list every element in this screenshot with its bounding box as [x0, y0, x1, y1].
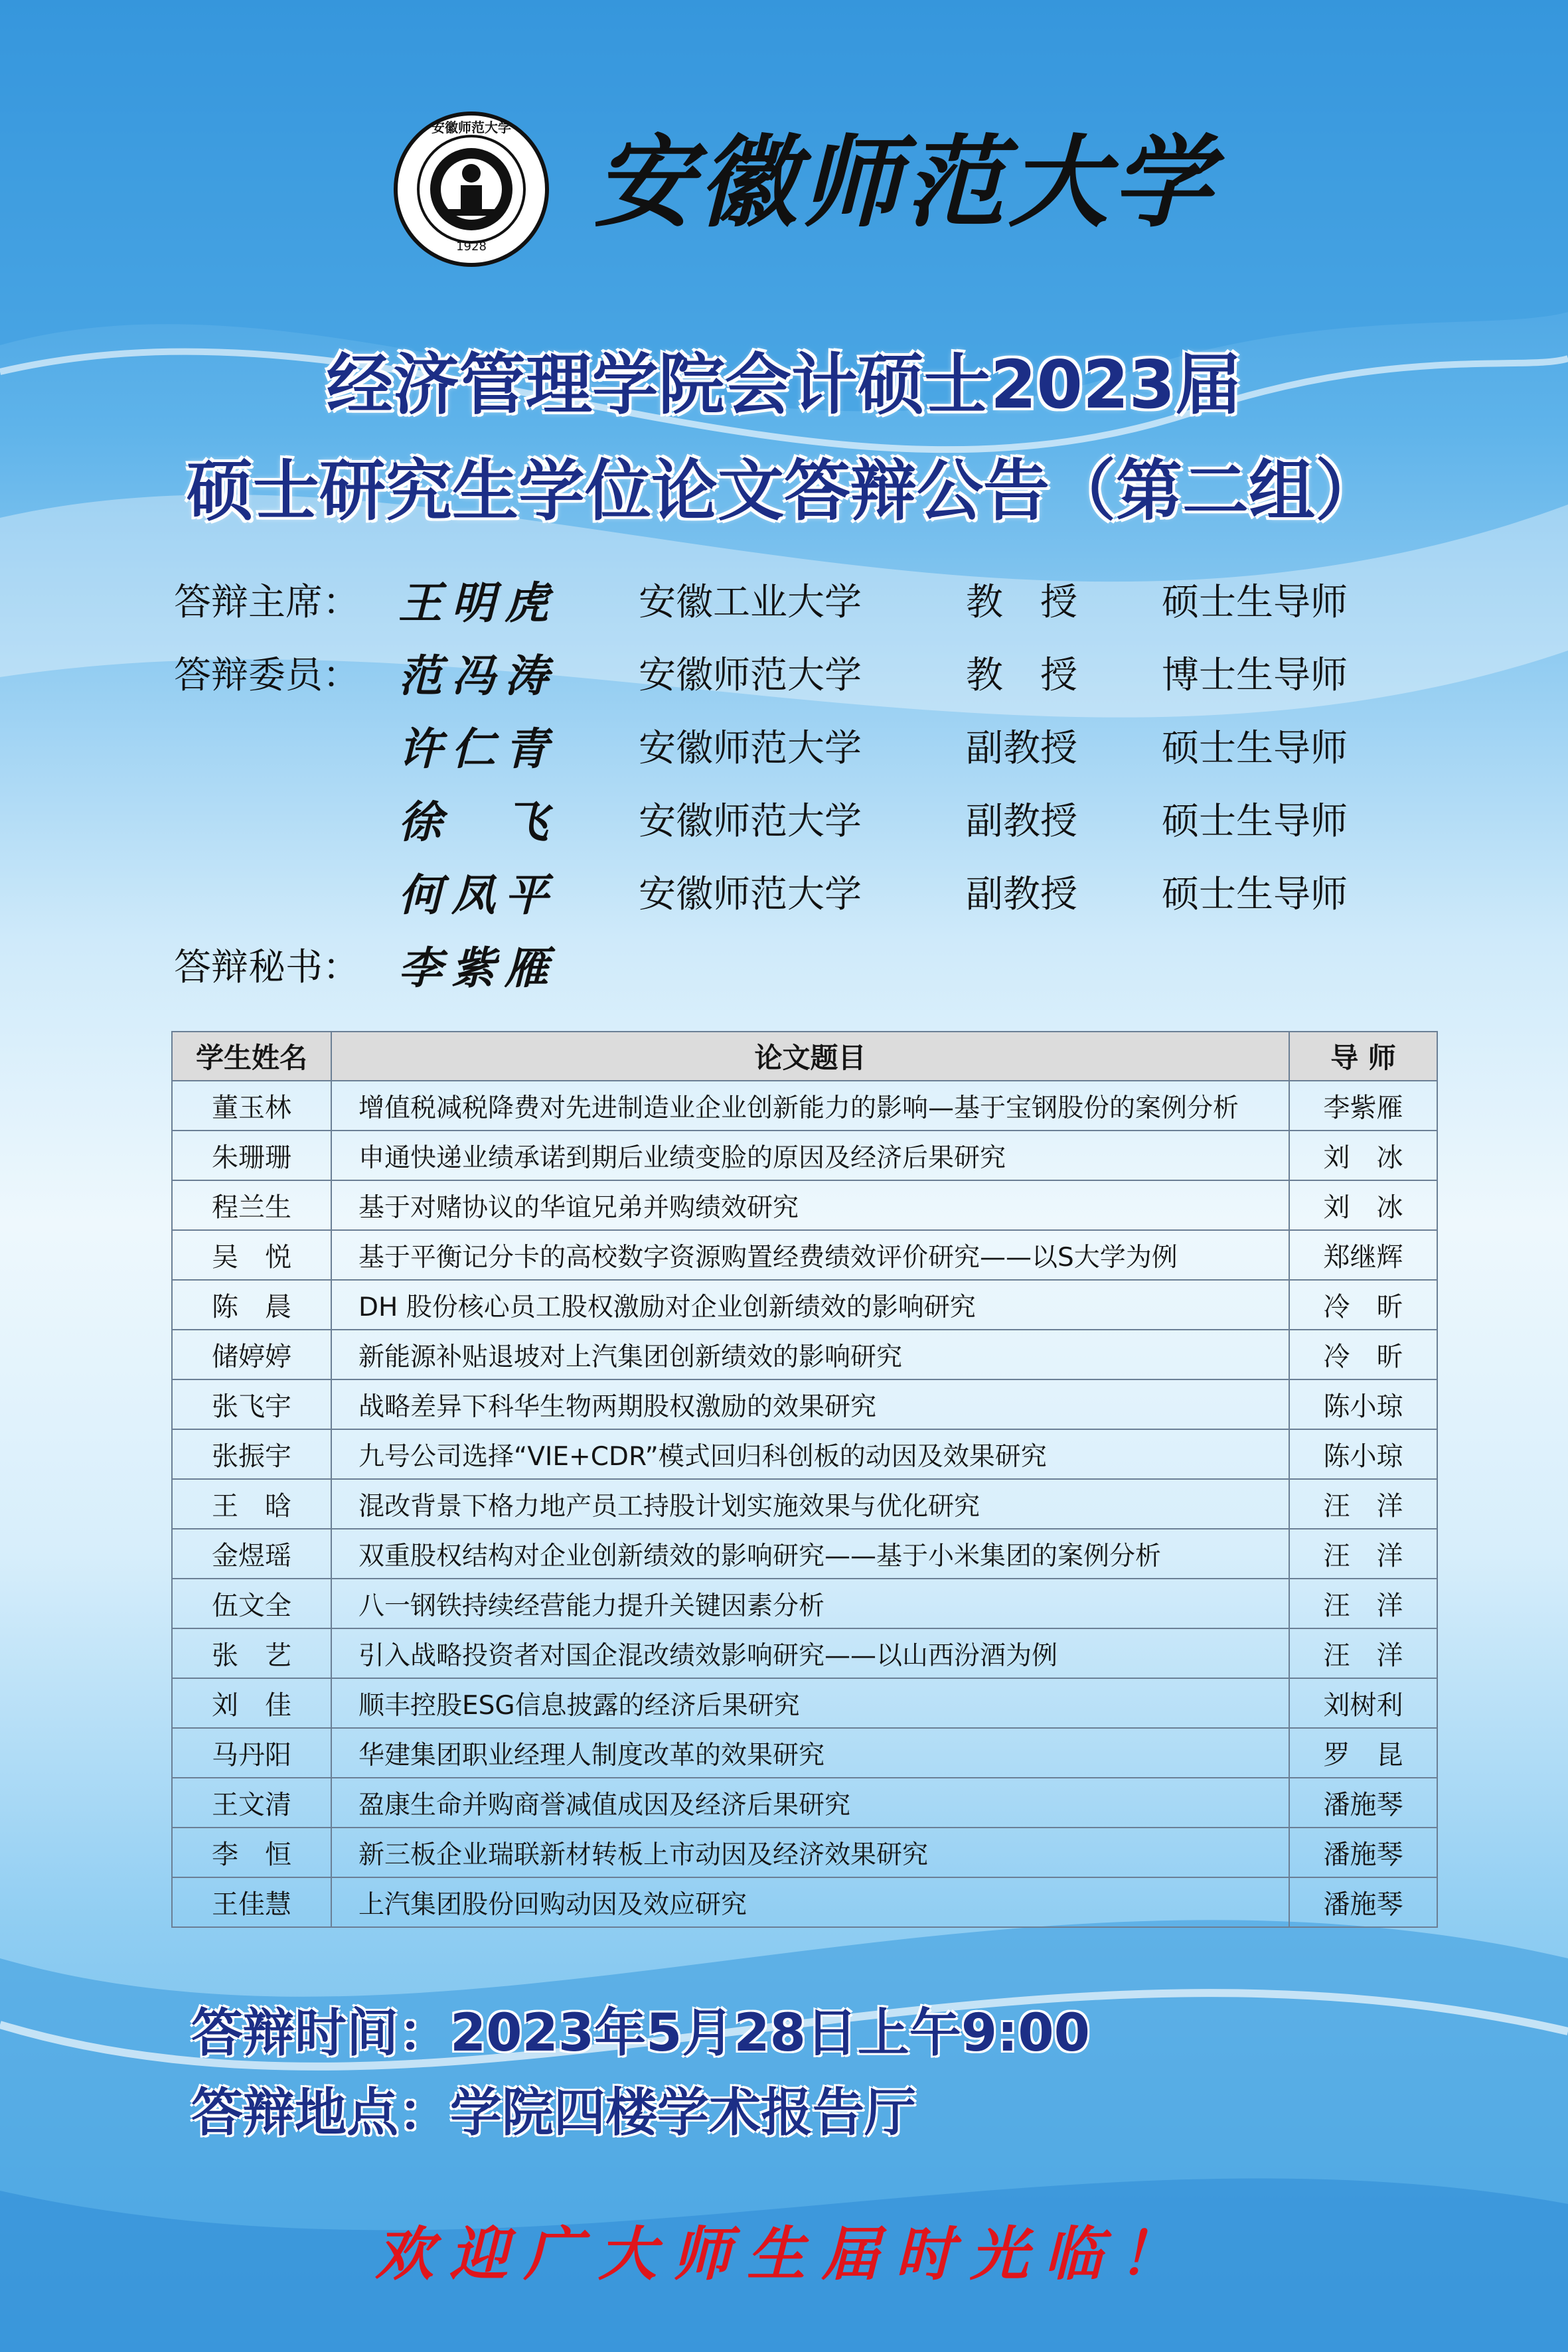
- thesis-title-cell: DH 股份核心员工股权激励对企业创新绩效的影响研究: [331, 1280, 1289, 1330]
- student-name-cell: 朱珊珊: [172, 1131, 331, 1180]
- table-row: [172, 1180, 1437, 1230]
- thesis-title-cell: 引入战略投资者对国企混改绩效影响研究——以山西汾酒为例: [331, 1628, 1289, 1678]
- thesis-title-cell: 增值税减税降费对先进制造业企业创新能力的影响—基于宝钢股份的案例分析: [331, 1081, 1289, 1131]
- table-row: [172, 1131, 1437, 1180]
- welcome-message: 欢迎广大师生届时光临！: [374, 2219, 1193, 2288]
- supervisor-cell: 汪 洋: [1289, 1479, 1437, 1529]
- committee-role: 硕士生导师: [1162, 581, 1348, 624]
- table-row: [172, 1678, 1437, 1728]
- supervisor-cell: 潘施琴: [1289, 1828, 1437, 1877]
- thesis-title-cell: 新能源补贴退坡对上汽集团创新绩效的影响研究: [331, 1330, 1289, 1379]
- committee-row-member-2: [0, 719, 1568, 779]
- announcement-title-line1: 经济管理学院会计硕士2023届: [326, 346, 1242, 424]
- committee-title: 教 授: [966, 581, 1077, 624]
- committee-name: 徐 飞: [398, 796, 558, 848]
- supervisor-cell: 汪 洋: [1289, 1529, 1437, 1579]
- supervisor-cell: 刘 冰: [1289, 1180, 1437, 1230]
- committee-name: 范冯涛: [398, 650, 558, 702]
- thesis-title-cell: 战略差异下科华生物两期股权激励的效果研究: [331, 1379, 1289, 1429]
- table-row: [172, 1479, 1437, 1529]
- thesis-title-cell: 盈康生命并购商誉减值成因及经济后果研究: [331, 1778, 1289, 1828]
- column-header-title: 论文题目: [331, 1032, 1289, 1081]
- supervisor-cell: 潘施琴: [1289, 1877, 1437, 1927]
- student-name-cell: 伍文全: [172, 1579, 331, 1628]
- committee-name: 王明虎: [398, 577, 558, 629]
- committee-role: 硕士生导师: [1162, 727, 1348, 770]
- committee-label: 答辩委员：: [174, 654, 360, 697]
- committee-row-member-1: [0, 646, 1568, 706]
- committee-name: 李紫雁: [398, 942, 558, 994]
- supervisor-cell: 冷 昕: [1289, 1330, 1437, 1379]
- committee-role: 硕士生导师: [1162, 800, 1348, 843]
- student-name-cell: 吴 悦: [172, 1230, 331, 1280]
- supervisor-cell: 罗 昆: [1289, 1728, 1437, 1778]
- committee-row-chair: [0, 573, 1568, 633]
- table-row: [172, 1379, 1437, 1429]
- thesis-title-cell: 基于对赌协议的华谊兄弟并购绩效研究: [331, 1180, 1289, 1230]
- thesis-title-cell: 申通快递业绩承诺到期后业绩变脸的原因及经济后果研究: [331, 1131, 1289, 1180]
- table-body: [172, 1081, 1437, 1927]
- thesis-table: [171, 1031, 1438, 1928]
- student-name-cell: 储婷婷: [172, 1330, 331, 1379]
- thesis-title-cell: 顺丰控股ESG信息披露的经济后果研究: [331, 1678, 1289, 1728]
- committee-title: 教 授: [966, 654, 1077, 697]
- supervisor-cell: 汪 洋: [1289, 1579, 1437, 1628]
- supervisor-cell: 汪 洋: [1289, 1628, 1437, 1678]
- committee-title: 副教授: [966, 800, 1077, 843]
- committee-name: 许仁青: [398, 723, 558, 775]
- thesis-title-cell: 新三板企业瑞联新材转板上市动因及经济效果研究: [331, 1828, 1289, 1877]
- student-name-cell: 程兰生: [172, 1180, 331, 1230]
- committee-org: 安徽师范大学: [639, 654, 862, 697]
- committee-row-secretary: [0, 938, 1568, 998]
- thesis-title-cell: 混改背景下格力地产员工持股计划实施效果与优化研究: [331, 1479, 1289, 1529]
- student-name-cell: 张 艺: [172, 1628, 331, 1678]
- committee-org: 安徽师范大学: [639, 800, 862, 843]
- university-seal-icon: [392, 110, 551, 269]
- table-row: [172, 1628, 1437, 1678]
- committee-row-member-3: [0, 792, 1568, 852]
- student-name-cell: 王文清: [172, 1778, 331, 1828]
- student-name-cell: 王 晗: [172, 1479, 331, 1529]
- table-row: [172, 1429, 1437, 1479]
- student-name-cell: 董玉林: [172, 1081, 331, 1131]
- thesis-title-cell: 基于平衡记分卡的高校数字资源购置经费绩效评价研究——以S大学为例: [331, 1230, 1289, 1280]
- committee-role: 博士生导师: [1162, 654, 1348, 697]
- supervisor-cell: 潘施琴: [1289, 1778, 1437, 1828]
- thesis-title-cell: 上汽集团股份回购动因及效应研究: [331, 1877, 1289, 1927]
- supervisor-cell: 李紫雁: [1289, 1081, 1437, 1131]
- committee-label: 答辩秘书：: [174, 946, 360, 989]
- student-name-cell: 马丹阳: [172, 1728, 331, 1778]
- column-header-supervisor: 导 师: [1289, 1032, 1437, 1081]
- committee-label: 答辩主席：: [174, 581, 360, 624]
- student-name-cell: 王佳慧: [172, 1877, 331, 1927]
- student-name-cell: 李 恒: [172, 1828, 331, 1877]
- svg-text:1928: 1928: [456, 240, 487, 254]
- column-header-student: 学生姓名: [172, 1032, 331, 1081]
- supervisor-cell: 刘树利: [1289, 1678, 1437, 1728]
- committee-org: 安徽工业大学: [639, 581, 862, 624]
- table-row: [172, 1579, 1437, 1628]
- table-header-row: [172, 1032, 1437, 1081]
- university-name: 安徽师范大学: [594, 124, 1216, 241]
- student-name-cell: 张振宇: [172, 1429, 331, 1479]
- committee-title: 副教授: [966, 727, 1077, 770]
- student-name-cell: 陈 晨: [172, 1280, 331, 1330]
- table-row: [172, 1877, 1437, 1927]
- thesis-title-cell: 九号公司选择“VIE+CDR”模式回归科创板的动因及效果研究: [331, 1429, 1289, 1479]
- committee-name: 何凤平: [398, 869, 558, 921]
- defense-time: 答辩时间：2023年5月28日上午9:00: [191, 2003, 1090, 2063]
- student-name-cell: 金煜瑶: [172, 1529, 331, 1579]
- student-name-cell: 张飞宇: [172, 1379, 331, 1429]
- table-row: [172, 1778, 1437, 1828]
- supervisor-cell: 郑继辉: [1289, 1230, 1437, 1280]
- committee-row-member-4: [0, 865, 1568, 925]
- student-name-cell: 刘 佳: [172, 1678, 331, 1728]
- supervisor-cell: 陈小琼: [1289, 1429, 1437, 1479]
- table-row: [172, 1828, 1437, 1877]
- table-row: [172, 1230, 1437, 1280]
- committee-role: 硕士生导师: [1162, 873, 1348, 916]
- thesis-title-cell: 双重股权结构对企业创新绩效的影响研究——基于小米集团的案例分析: [331, 1529, 1289, 1579]
- announcement-title-line2: 硕士研究生学位论文答辩公告（第二组）: [187, 452, 1381, 530]
- supervisor-cell: 陈小琼: [1289, 1379, 1437, 1429]
- thesis-title-cell: 华建集团职业经理人制度改革的效果研究: [331, 1728, 1289, 1778]
- svg-text:安徽师范大学: 安徽师范大学: [431, 119, 511, 135]
- committee-org: 安徽师范大学: [639, 873, 862, 916]
- supervisor-cell: 刘 冰: [1289, 1131, 1437, 1180]
- table-row: [172, 1529, 1437, 1579]
- table-row: [172, 1728, 1437, 1778]
- table-row: [172, 1280, 1437, 1330]
- table-row: [172, 1330, 1437, 1379]
- table-row: [172, 1081, 1437, 1131]
- committee-title: 副教授: [966, 873, 1077, 916]
- committee-org: 安徽师范大学: [639, 727, 862, 770]
- supervisor-cell: 冷 昕: [1289, 1280, 1437, 1330]
- thesis-title-cell: 八一钢铁持续经营能力提升关键因素分析: [331, 1579, 1289, 1628]
- defense-place: 答辩地点：学院四楼学术报告厅: [191, 2083, 917, 2143]
